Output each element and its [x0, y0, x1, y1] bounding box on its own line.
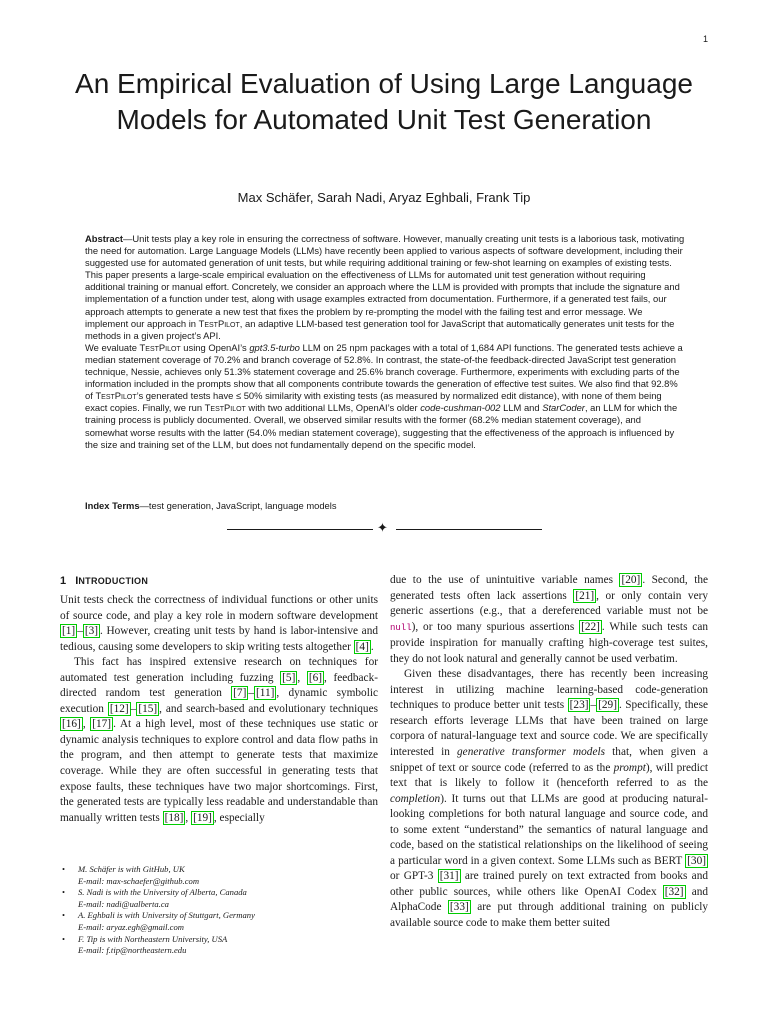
index-terms-text: —test generation, JavaScript, language models: [139, 500, 337, 511]
citation-link[interactable]: [15]: [138, 702, 158, 715]
citation-link[interactable]: [21]: [575, 589, 595, 602]
abstract-text: LLM on 25 npm packages with a total of 1,684 API functions. The generated tests achieve a median statement coverage of 70.2% and branch coverage of 52.8%. In contrast, the state-of-the feedback-directed JavaScript test generation technique, Nessie, achieves only 51.3% statement coverage and 25.6% branch coverage. Furthermore, experiments with excluding parts of the information included in the prompts show that all components contribute towards the generation of effective test suites. We also find that 92.8% of: [85, 341, 683, 402]
right-column: [390, 573, 708, 932]
section-title-initial: I: [75, 575, 79, 587]
paragraph: due to the use of unintuitive variable names [20] . Second, the generated tests often lack assertions [21] , or only contain very generic assertions (e.g., that a dereferenced variable must not be null), or too many spurious assertions [22] . While such tests can provide inspiration for manually crafting high-coverage test suites, they do not look natural and generally cannot be used verbatim.: [390, 574, 708, 665]
citation-link[interactable]: [17]: [92, 718, 112, 731]
abstract-text: LLM and: [500, 402, 543, 414]
citation-link[interactable]: [29]: [598, 699, 617, 712]
citation-link[interactable]: [19]: [193, 811, 212, 824]
author-email: E-mail: max-schaefer@github.com: [78, 875, 200, 886]
citation-link[interactable]: [5]: [282, 671, 296, 684]
footnote-item: • M. Schäfer is with GitHub, UK E-mail: max-schaefer@github.com: [60, 864, 378, 887]
citation-link[interactable]: [18]: [164, 811, 184, 824]
citation-link[interactable]: [23]: [569, 699, 589, 712]
tool-name: TestPilot: [198, 317, 240, 329]
tool-name: TestPilot: [139, 341, 181, 353]
diamond-star-icon: ✦: [377, 520, 388, 535]
citation-link[interactable]: [7]: [233, 687, 247, 700]
author-list: Max Schäfer, Sarah Nadi, Aryaz Eghbali, Frank Tip: [237, 190, 531, 205]
paragraph: Given these disadvantages, there has recently been increasing interest in utilizing machine learning-based code-generation techniques to produce better unit tests [23] – [29] . Specifically, these research efforts leverage LLMs that have been trained on large corpora of natural-language text and source code. We are specifically interested in generative transformer models that, when given a snippet of text or source code (referred to as the prompt), will predict text that is likely to follow it (henceforth referred to as the completion). It turns out that LLMs are good at producing natural-looking completions for both natural language and source code, and to some extent “understand” the semantics of natural language and code, based on the statistical relationships on the likelihood of seeing a particular word in a given context. Some LLMs such as BERT [30] or GPT-3 [31] are trained purely on text extracted from books and other public sources, while others like OpenAI Codex [32] and AlphaCode [33] are put through additional training on publicly available source code to make them better suited: [390, 668, 709, 930]
paragraph: This fact has inspired extensive research on techniques for automated test generation including fuzzing [5] , [6] , feedback-directed random test generation [7] – [11] , dynamic symbolic execution [12] – [15] , and search-based and evolutionary techniques [16] , [17] . At a high level, most of these techniques use static or dynamic analysis techniques to explore control and data flow paths in the program, and then attempt to generate tests that maximize coverage. While they are often successful in generating tests that expose faults, these techniques have two major shortcomings. First, the generated tests are typically less readable and understandable than manually written tests [18] , [19] , especially: [60, 656, 379, 824]
abstract-text: , an adaptive LLM-based test generation tool for JavaScript that automatically generates unit tests for the methods in a given project’s API.: [85, 317, 675, 341]
citation-link[interactable]: [31]: [439, 870, 459, 883]
abstract-text: , an LLM for which the training process is publicly documented. Overall, we observed similar results with the former (68.2% median statement coverage), and somewhat worse results with the latter (54.0% median statement coverage), suggesting that the effectiveness of the approach is influenced by the size and training set of the LLM, but does not fundamentally depend on the specific model.: [85, 402, 678, 450]
abstract-label: Abstract: [85, 233, 124, 244]
left-column: [60, 573, 378, 826]
page-number: 1: [702, 34, 708, 44]
paper-title: An Empirical Evaluation of Using Large Language Models for Automated Unit Test Generation: [75, 68, 693, 135]
author-email: E-mail: nadi@ualberta.ca: [78, 898, 169, 909]
author-footnotes: [60, 864, 378, 957]
citation-link[interactable]: [30]: [687, 854, 706, 867]
divider-line-right: [396, 529, 542, 530]
index-terms: [85, 500, 685, 511]
abstract-text: using OpenAI’s: [180, 341, 250, 353]
section-divider: [227, 522, 542, 536]
model-name: gpt3.5-turbo: [249, 341, 300, 353]
citation-link[interactable]: [12]: [109, 702, 129, 715]
paragraph: Unit tests check the correctness of individual functions or other units of source code, and play a key role in modern software development [1] – [3] . However, creating unit tests by hand is labor-intensive and tedious, causing some developers to skip writing tests altogether [4] .: [60, 594, 378, 653]
citation-link[interactable]: [11]: [256, 687, 275, 700]
citation-link[interactable]: [1]: [62, 625, 76, 638]
section-heading: [60, 573, 378, 589]
footnote-item: • F. Tip is with Northeastern University, USA E-mail: f.tip@northeastern.edu: [60, 934, 378, 957]
abstract-text: with two additional LLMs, OpenAI’s older: [245, 402, 421, 414]
abstract-text: ’s generated tests have ≤ 50% similarity with existing tests (as measured by normalized edit distance), with none of them being exact copies. Finally, we run: [85, 390, 662, 414]
tool-name: TestPilot: [204, 402, 246, 414]
abstract-text: We evaluate: [85, 341, 140, 353]
citation-link[interactable]: [3]: [84, 625, 99, 638]
author-email: E-mail: aryaz.egh@gmail.com: [78, 921, 184, 932]
tool-name: TestPilot: [95, 390, 137, 402]
citation-link[interactable]: [33]: [449, 901, 469, 914]
model-name: code-cushman-002: [420, 402, 501, 414]
citation-link[interactable]: [6]: [308, 671, 322, 684]
citation-link[interactable]: [16]: [62, 718, 81, 731]
footnote-item: • A. Eghbali is with University of Stuttgart, Germany E-mail: aryaz.egh@gmail.com: [60, 910, 378, 933]
citation-link[interactable]: [20]: [621, 574, 641, 586]
inline-code: null: [390, 622, 412, 633]
section-number: 1: [60, 575, 67, 587]
index-terms-label: Index Terms: [85, 500, 140, 511]
section-title-rest: NTRODUCTION: [78, 576, 149, 586]
citation-link[interactable]: [4]: [355, 640, 369, 653]
citation-link[interactable]: [32]: [664, 885, 684, 898]
divider-line-left: [227, 529, 373, 530]
model-name: StarCoder: [542, 402, 585, 414]
abstract: [85, 233, 685, 451]
author-email: E-mail: f.tip@northeastern.edu: [78, 945, 187, 956]
abstract-text: —Unit tests play a key role in ensuring the correctness of software. However, manually creating unit tests is a laborious task, motivating the need for automation. Large Language Models (LLMs) have recently been applied to various aspects of software development, including their suggested use for automated generation of unit tests, but while requiring additional training or few-shot learning on examples of existing tests. This paper presents a large-scale empirical evaluation on the effectiveness of LLMs for automated unit test generation without requiring additional training or manual effort. Concretely, we consider an approach where the LLM is provided with prompts that include the signature and implementation of a function under test, along with usage examples extracted from documentation. Furthermore, if a generated test fails, our approach attempts to generate a new test that fixes the problem by re-prompting the model with the failing test and error message. We implement our approach in: [85, 233, 685, 329]
footnote-item: • S. Nadi is with the University of Alberta, Canada E-mail: nadi@ualberta.ca: [60, 887, 378, 910]
citation-link[interactable]: [22]: [581, 620, 600, 633]
